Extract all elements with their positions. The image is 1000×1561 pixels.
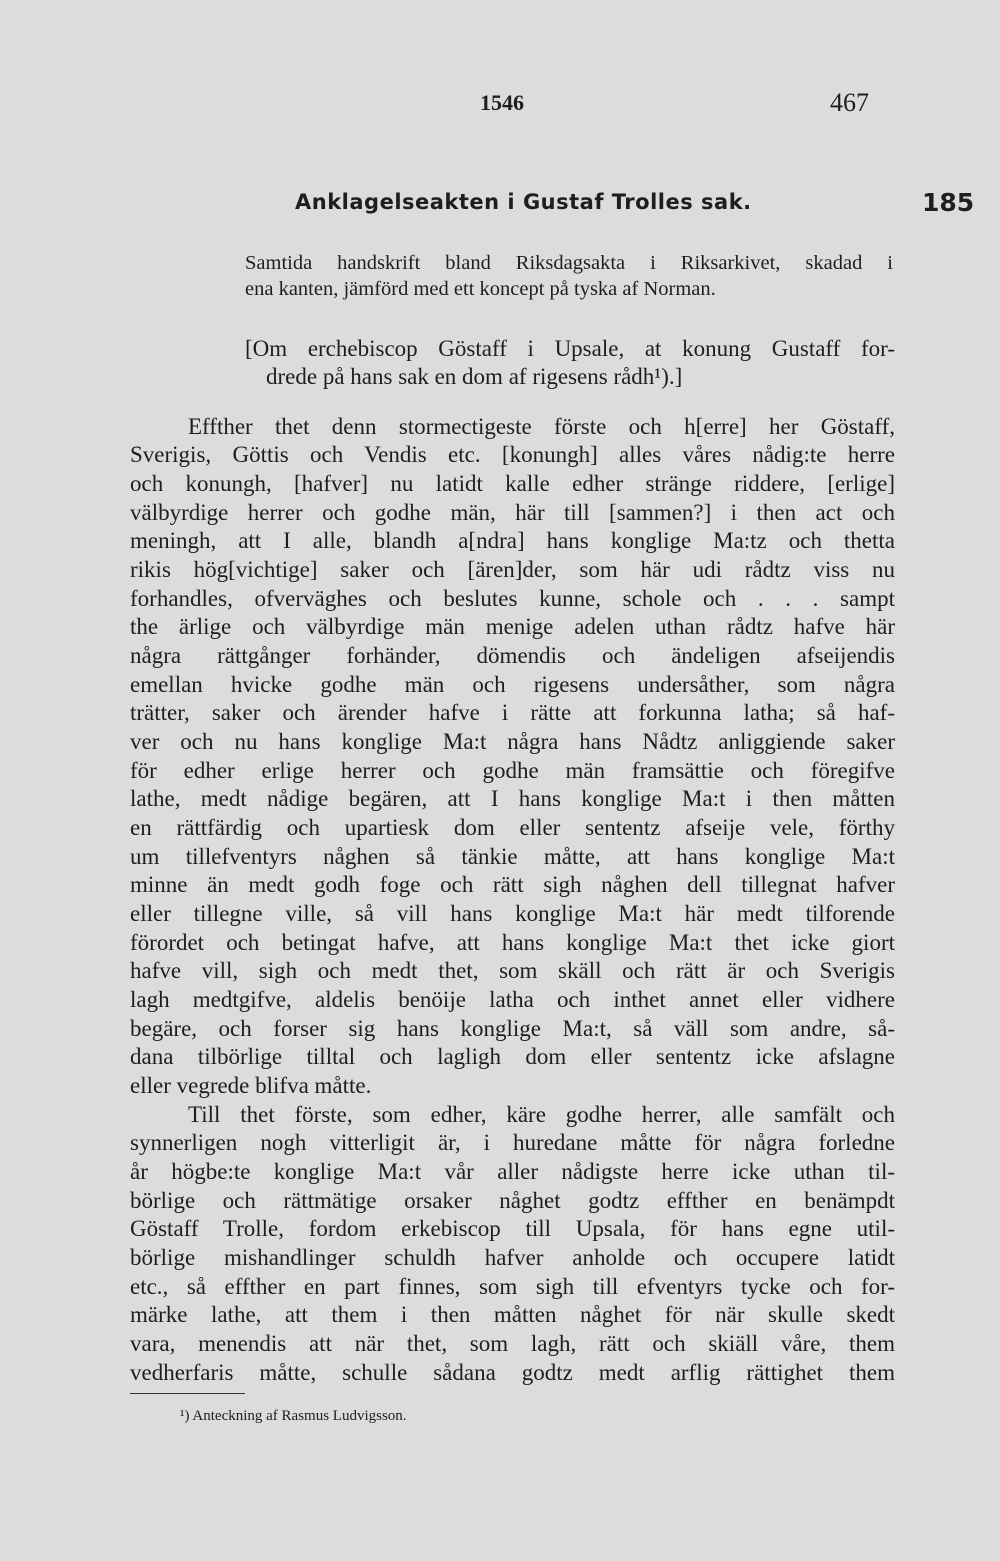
source-note-line: ena kanten, jämförd med ett koncept på tyska af Norman. [245, 278, 716, 300]
paragraph-line: lathe, medt nådige begären, att I hans konglige Ma:t i then måtten [130, 786, 895, 811]
paragraph-line: the ärlige och välbyrdige män menige adelen uthan rådtz hafve här [130, 614, 895, 639]
paragraph-line: forhandles, ofverväghes och beslutes kunne, schole och . . . sampt [130, 586, 895, 611]
paragraph-line: rikis hög[vichtige] saker och [ären]der, som här udi rådtz viss nu [130, 557, 895, 582]
paragraph-line: Effther thet denn stormectigeste förste och h[erre] her Göstaff, [188, 414, 895, 439]
footnote-rule [130, 1393, 245, 1394]
paragraph-line: en rättfärdig och upartiesk dom eller sententz afseije vele, förthy [130, 815, 895, 840]
paragraph-line: märke lathe, att them i then måtten någhet för när skulle skedt [130, 1302, 895, 1327]
running-head-year: 1546 [480, 90, 524, 115]
paragraph-line: dana tilbörlige tilltal och lagligh dom eller sententz icke afslagne [130, 1044, 895, 1069]
paragraph-line: för edher erlige herrer och godhe män framsättie och föregifve [130, 758, 895, 783]
footnote: ¹) Anteckning af Rasmus Ludvigsson. [180, 1408, 407, 1424]
paragraph-line: Till thet förste, som edher, käre godhe herrer, alle samfält och [188, 1102, 895, 1127]
paragraph-line: minne än medt godh foge och rätt sigh någhen dell tillegnat hafver [130, 872, 895, 897]
paragraph-line: år högbe:te konglige Ma:t vår aller nådigste herre icke uthan til- [130, 1159, 895, 1184]
paragraph-line: välbyrdige herrer och godhe män, här till [sammen?] i then act och [130, 500, 895, 525]
paragraph-line: um tillefventyrs någhen så tänkie måtte, att hans konglige Ma:t [130, 844, 895, 869]
paragraph-line: meningh, att I alle, blandh a[ndra] hans konglige Ma:tz och thetta [130, 528, 895, 553]
paragraph-line: Göstaff Trolle, fordom erkebiscop till Upsala, för hans egne util- [130, 1216, 895, 1241]
page-number: 467 [830, 88, 869, 117]
paragraph-line: ver och nu hans konglige Ma:t några hans Nådtz anliggiende saker [130, 729, 895, 754]
paragraph-line: eller vegrede blifva måtte. [130, 1073, 372, 1098]
heading-note-line: [Om erchebiscop Göstaff i Upsale, at konung Gustaff for- [245, 336, 895, 361]
paragraph-line: begäre, och forser sig hans konglige Ma:t, så väll som andre, så- [130, 1016, 895, 1041]
paragraph-line: några rättgånger forhänder, dömendis och ändeligen afseijendis [130, 643, 895, 668]
document-number: 185 [922, 188, 975, 217]
paragraph-line: eller tillegne ville, så vill hans konglige Ma:t här medt tilforende [130, 901, 895, 926]
paragraph-line: börlige mishandlinger schuldh hafver anholde och occupere latidt [130, 1245, 895, 1270]
document-title: Anklagelseakten i Gustaf Trolles sak. [295, 190, 752, 214]
paragraph-line: vara, menendis att när thet, som lagh, rätt och skiäll våre, them [130, 1331, 895, 1356]
paragraph-line: etc., så effther en part finnes, som sigh till efventyrs tycke och for- [130, 1274, 895, 1299]
heading-note-line: drede på hans sak en dom af rigesens rådh¹).] [266, 364, 683, 389]
paragraph-line: hafve vill, sigh och medt thet, som skäll och rätt är och Sverigis [130, 958, 895, 983]
paragraph-line: förordet och betingat hafve, att hans konglige Ma:t thet icke giort [130, 930, 895, 955]
paragraph-line: emellan hvicke godhe män och rigesens undersåther, som några [130, 672, 895, 697]
paragraph-line: börlige och rättmätige orsaker någhet godtz effther en benämpdt [130, 1188, 895, 1213]
paragraph-line: trätter, saker och ärender hafve i rätte att forkunna latha; så haf- [130, 700, 895, 725]
paragraph-line: Sverigis, Göttis och Vendis etc. [konungh] alles våres nådig:te herre [130, 442, 895, 467]
source-note-line: Samtida handskrift bland Riksdagsakta i Riksarkivet, skadad i [245, 252, 893, 274]
paragraph-line: och konungh, [hafver] nu latidt kalle edher stränge riddere, [erlige] [130, 471, 895, 496]
paragraph-line: vedherfaris måtte, schulle sådana godtz medt arflig rättighet them [130, 1360, 895, 1385]
paragraph-line: lagh medtgifve, aldelis benöije latha och inthet annet eller vidhere [130, 987, 895, 1012]
paragraph-line: synnerligen nogh vitterligit är, i huredane måtte för några forledne [130, 1130, 895, 1155]
